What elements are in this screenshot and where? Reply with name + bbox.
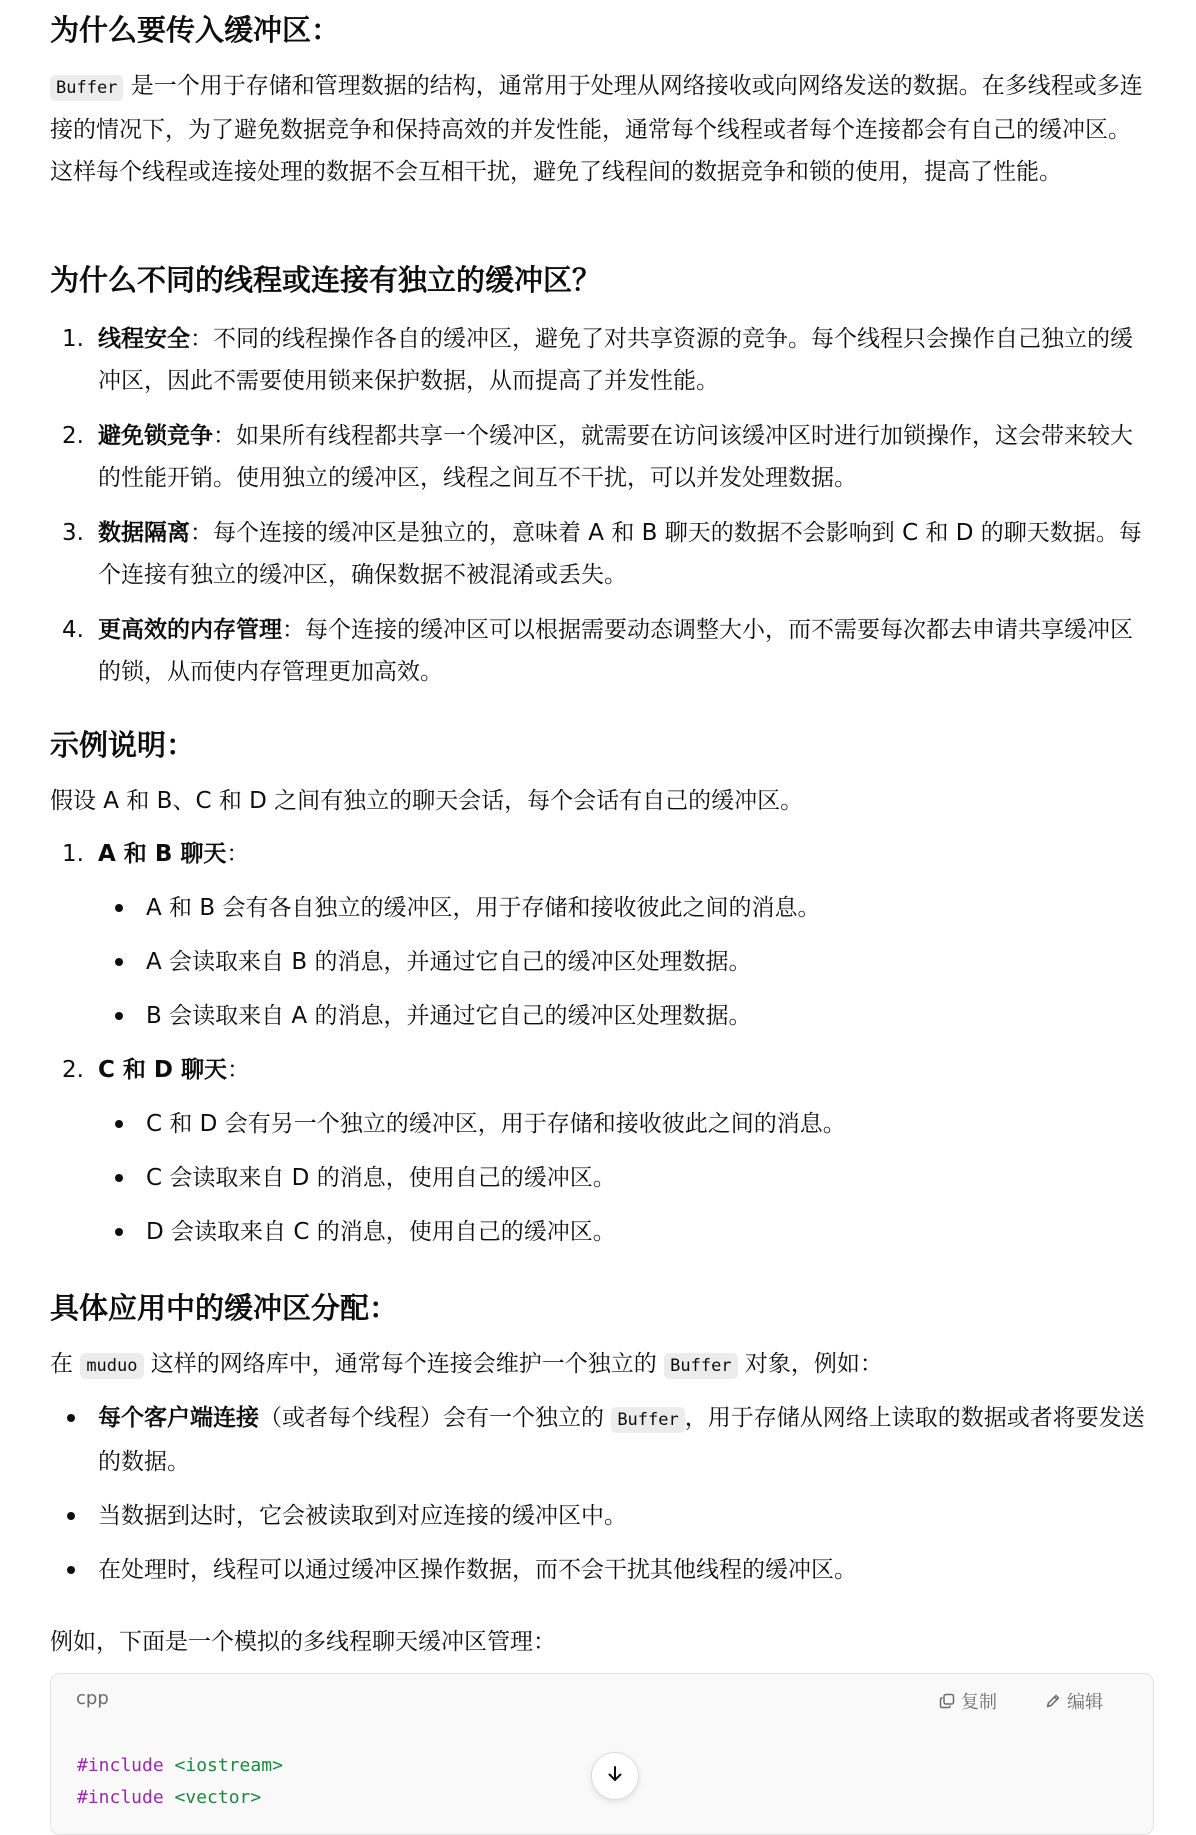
list-item-title: 线程安全 — [98, 326, 190, 352]
list-item-suffix: ： — [227, 1057, 250, 1083]
list-item — [50, 1549, 1152, 1591]
list-item — [50, 833, 1152, 875]
list-item-text: ：每个连接的缓冲区可以根据需要动态调整大小，而不需要每次都去申请共享缓冲区的锁，从而使内存管理更加高效。 — [98, 617, 1133, 685]
paragraph-buffer-intro — [50, 65, 1152, 193]
bullet-text: （或者每个线程）会有一个独立的 — [259, 1405, 612, 1431]
inline-code-buffer: Buffer — [50, 75, 123, 101]
bullet-dot — [67, 1414, 75, 1422]
bullet-text: D 会读取来自 C 的消息，使用自己的缓冲区。 — [146, 1219, 616, 1245]
heading-example: 示例说明： — [50, 728, 196, 762]
list-item-title: 更高效的内存管理 — [98, 617, 282, 643]
example-intro: 假设 A 和 B、C 和 D 之间有独立的聊天会话，每个会话有自己的缓冲区。 — [50, 788, 804, 814]
list-item — [50, 1049, 1152, 1091]
list-item — [98, 1211, 1152, 1253]
code-line — [77, 1750, 283, 1782]
list-item-title: C 和 D 聊天 — [98, 1057, 227, 1083]
copy-button[interactable] — [939, 1688, 997, 1714]
code-line — [77, 1782, 283, 1814]
copy-label: 复制 — [961, 1692, 997, 1713]
allocation-intro-mid: 这样的网络库中，通常每个连接会维护一个独立的 — [143, 1351, 665, 1377]
allocation-outro: 例如，下面是一个模拟的多线程聊天缓冲区管理： — [50, 1629, 556, 1655]
bullet-text: A 和 B 会有各自独立的缓冲区，用于存储和接收彼此之间的消息。 — [146, 895, 821, 921]
bullet-dot — [115, 958, 123, 966]
arrow-down-icon — [605, 1764, 625, 1788]
paragraph-buffer-intro-text: 是一个用于存储和管理数据的结构，通常用于处理从网络接收或向网络发送的数据。在多线程或多连接的情况下，为了避免数据竞争和保持高效的并发性能，通常每个线程或者每个连接都会有自己的缓冲区。这样每个线程或连接处理的数据不会互相干扰，避免了线程间的数据竞争和锁的使用，提高了性能。 — [50, 73, 1143, 185]
edit-icon — [1045, 1693, 1061, 1709]
edit-button[interactable] — [1045, 1688, 1103, 1714]
list-item-text: ：如果所有线程都共享一个缓冲区，就需要在访问该缓冲区时进行加锁操作，这会带来较大的性能开销。使用独立的缓冲区，线程之间互不干扰，可以并发处理数据。 — [98, 423, 1133, 491]
code-block — [50, 1673, 1154, 1835]
allocation-intro — [50, 1343, 1152, 1387]
list-item-title: A 和 B 聊天 — [98, 841, 227, 867]
list-item-title: 数据隔离 — [98, 520, 190, 546]
heading-why-independent: 为什么不同的线程或连接有独立的缓冲区？ — [50, 263, 602, 297]
allocation-intro-suffix: 对象，例如： — [737, 1351, 883, 1377]
inline-code-buffer: Buffer — [611, 1407, 684, 1433]
code-content — [77, 1750, 283, 1814]
code-keyword: #include — [77, 1787, 164, 1808]
list-number: 3. — [62, 520, 84, 546]
example-group-ab — [50, 833, 1152, 1037]
heading-why-buffer: 为什么要传入缓冲区： — [50, 13, 341, 47]
list-item — [98, 941, 1152, 983]
bullet-dot — [115, 1228, 123, 1236]
bullet-dot — [115, 1174, 123, 1182]
nested-bullet-list — [98, 887, 1152, 1037]
bullet-text: 当数据到达时，它会被读取到对应连接的缓冲区中。 — [98, 1503, 627, 1529]
list-item-title: 避免锁竞争 — [98, 423, 213, 449]
list-item — [50, 609, 1152, 693]
edit-label: 编辑 — [1067, 1692, 1103, 1713]
inline-code-muduo: muduo — [80, 1353, 143, 1379]
code-block-header — [51, 1674, 1153, 1728]
list-item — [50, 1495, 1152, 1537]
list-item — [98, 887, 1152, 929]
bullet-dot — [67, 1566, 75, 1574]
list-item — [98, 1157, 1152, 1199]
list-item — [50, 415, 1152, 499]
example-group-cd — [50, 1049, 1152, 1253]
bullet-text: 在处理时，线程可以通过缓冲区操作数据，而不会干扰其他线程的缓冲区。 — [98, 1557, 857, 1583]
list-item — [50, 512, 1152, 596]
list-number: 1. — [62, 326, 84, 352]
bullet-text: A 会读取来自 B 的消息，并通过它自己的缓冲区处理数据。 — [146, 949, 752, 975]
scroll-to-bottom-button[interactable] — [591, 1752, 639, 1800]
list-item — [50, 1397, 1152, 1483]
list-item — [98, 995, 1152, 1037]
bullet-bold: 每个客户端连接 — [98, 1405, 259, 1431]
copy-icon — [939, 1693, 955, 1709]
list-item-suffix: ： — [226, 841, 250, 867]
list-number: 2. — [62, 1057, 84, 1083]
list-number: 1. — [62, 841, 84, 867]
list-number: 2. — [62, 423, 84, 449]
bullet-dot — [115, 904, 123, 912]
bullet-text: B 会读取来自 A 的消息，并通过它自己的缓冲区处理数据。 — [146, 1003, 752, 1029]
independent-reasons-list — [50, 318, 1152, 693]
code-string: <iostream> — [163, 1755, 283, 1776]
list-item-text: ：每个连接的缓冲区是独立的，意味着 A 和 B 聊天的数据不会影响到 C 和 D 的聊天数据。每个连接有独立的缓冲区，确保数据不被混淆或丢失。 — [98, 520, 1142, 588]
list-item — [98, 1103, 1152, 1145]
list-item-text: ：不同的线程操作各自的缓冲区，避免了对共享资源的竞争。每个线程只会操作自己独立的缓冲区，因此不需要使用锁来保护数据，从而提高了并发性能。 — [98, 326, 1133, 394]
code-language-label: cpp — [76, 1688, 109, 1709]
list-item — [50, 318, 1152, 402]
bullet-dot — [115, 1120, 123, 1128]
inline-code-buffer: Buffer — [664, 1353, 737, 1379]
code-keyword: #include — [77, 1755, 164, 1776]
bullet-text: C 会读取来自 D 的消息，使用自己的缓冲区。 — [146, 1165, 616, 1191]
code-string: <vector> — [163, 1787, 262, 1808]
bullet-text: C 和 D 会有另一个独立的缓冲区，用于存储和接收彼此之间的消息。 — [146, 1111, 846, 1137]
heading-allocation: 具体应用中的缓冲区分配： — [50, 1291, 399, 1325]
allocation-bullet-list — [50, 1397, 1152, 1591]
bullet-text: ，用于存储从网络上读取的数据或者将要发送的数据。 — [98, 1405, 1145, 1475]
bullet-dot — [115, 1012, 123, 1020]
nested-bullet-list — [98, 1103, 1152, 1253]
list-number: 4. — [62, 617, 84, 643]
allocation-intro-prefix: 在 — [50, 1351, 81, 1377]
bullet-dot — [67, 1512, 75, 1520]
